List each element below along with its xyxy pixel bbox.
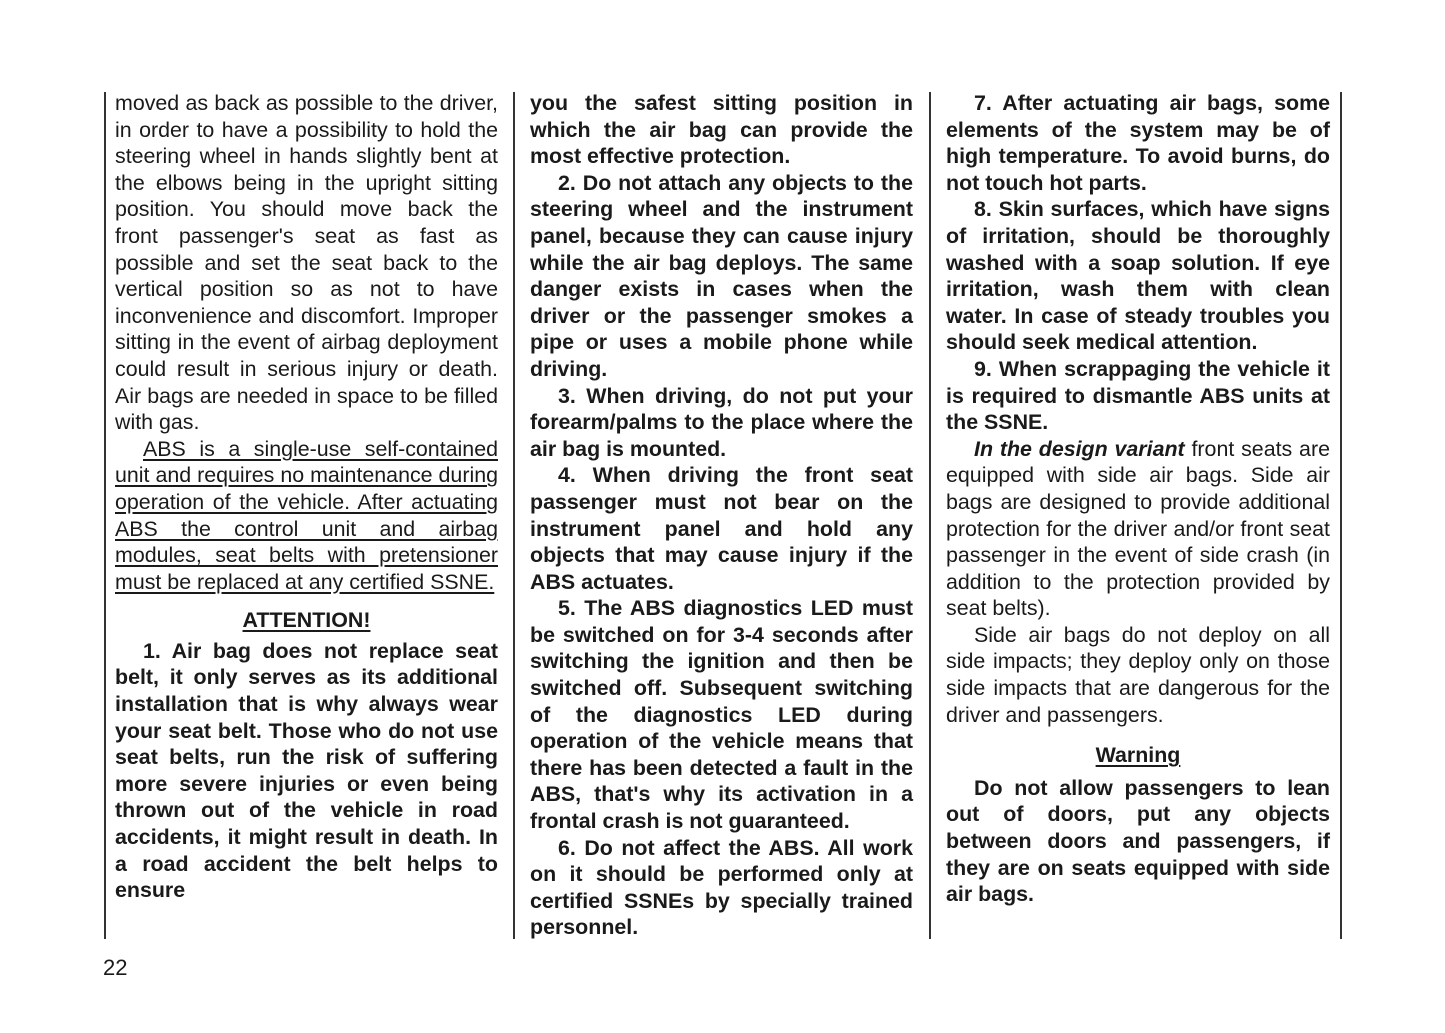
warning-text: Do not allow passengers to lean out of doors, put any objects between doors and passengers, if they are on seats equipped with side air bags. (946, 775, 1330, 907)
column-divider-1 (513, 92, 515, 939)
paragraph-abs-single-use: ABS is a single-use self-contained unit and requires no maintenance during operation of the vehicle. After actuating ABS the control unit and airbag modules, seat belts with pretensioner must be replaced at any certified SSNE. (115, 436, 498, 594)
column-divider-left (104, 92, 106, 939)
design-variant-text: front seats are equipped with side air bags. Side air bags are designed to provide additional protection for the driver and/or front seat passenger in the event of side crash (in addition to the protection provided by seat belts). (946, 436, 1330, 621)
column-divider-right (1340, 92, 1342, 939)
paragraph-side-air-bags: Side air bags do not deploy on all side impacts; they deploy only on those side impacts that are dangerous for the driver and passengers. (946, 622, 1330, 727)
attention-heading: ATTENTION! (242, 608, 371, 633)
warning-heading: Warning (1095, 743, 1181, 768)
paragraph-design-variant (946, 436, 1330, 622)
design-variant-lead: In the design variant (974, 436, 1185, 461)
attention-item-2: 2. Do not attach any objects to the steering wheel and the instrument panel, because they can cause injury while the air bag deploys. The same danger exists in cases when the driver or the passenger smokes a pipe or uses a mobile phone while driving. (530, 170, 913, 381)
attention-item-4: 4. When driving the front seat passenger must not bear on the instrument panel and hold any objects that may cause injury if the ABS actuates. (530, 463, 913, 594)
attention-item-9: 9. When scrappaging the vehicle it is required to dismantle ABS units at the SSNE. (946, 356, 1330, 435)
attention-item-8: 8. Skin surfaces, which have signs of irritation, should be thoroughly washed with a soap solution. If eye irritation, wash them with clean water. In case of steady troubles you should seek medical attention. (946, 197, 1330, 355)
paragraph-seating: moved as back as possible to the driver, in order to have a possibility to hold the steering wheel in hands slightly bent at the elbows being in the upright sitting position. You should move back the front passenger's seat as fast as possible and set the seat back to the vertical position so as not to have inconvenience and discomfort. Improper sitting in the event of airbag deployment could result in serious injury or death. Air bags are needed in space to be filled with gas. (115, 91, 498, 435)
attention-item-3: 3. When driving, do not put your forearm/palms to the place where the air bag is mounted. (530, 383, 913, 461)
text-column-2 (530, 90, 913, 940)
text-column-3 (946, 90, 1330, 940)
page-number: 22 (103, 955, 128, 980)
text-column-1 (115, 90, 498, 940)
attention-item-1-continued: you the safest sitting position in which the air bag can provide the most effective protection. (530, 91, 913, 169)
attention-item-7: 7. After actuating air bags, some elements of the system may be of high temperature. To avoid burns, do not touch hot parts. (946, 91, 1330, 195)
attention-item-1: 1. Air bag does not replace seat belt, it only serves as its additional installation that is why always wear your seat belt. Those who do not use seat belts, run the risk of suffering more severe injuries or even being thrown out of the vehicle in road accidents, it might result in death. In a road accident the belt helps to ensure (115, 638, 498, 903)
attention-item-6: 6. Do not affect the ABS. All work on it should be performed only at certified SSNEs by specially trained personnel. (530, 835, 913, 940)
attention-item-5: 5. The ABS diagnostics LED must be switched on for 3-4 seconds after switching the ignition and then be switched off. Subsequent switching of the diagnostics LED during operation of the vehicle means that there has been detected a fault in the ABS, that's why its activation in a frontal crash is not guaranteed. (530, 596, 913, 834)
column-divider-2 (929, 92, 931, 939)
